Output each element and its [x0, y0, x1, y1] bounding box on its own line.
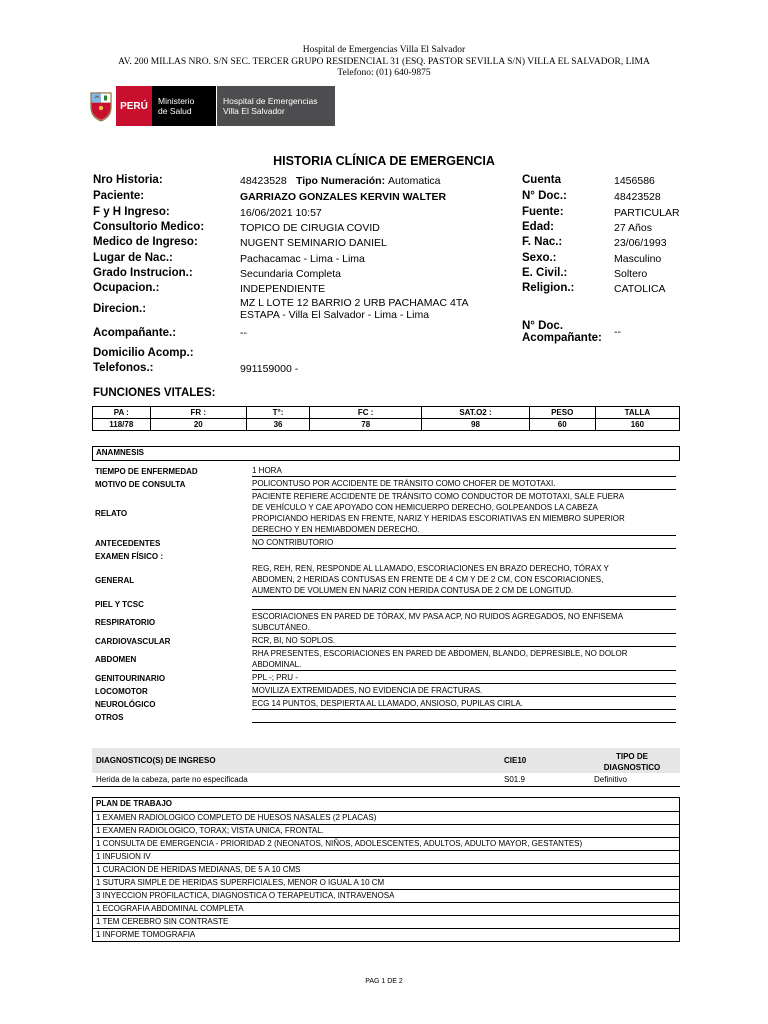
- anamnesis-row: [92, 598, 680, 611]
- plan-item: 1 ECOGRAFIA ABDOMINAL COMPLETA: [92, 903, 680, 916]
- anamnesis-value-line: PACIENTE REFIERE ACCIDENTE DE TRÁNSITO COMO CONDUCTOR DE MOTOTAXI, SALE FUERA: [252, 492, 625, 501]
- direccion-label: Direcion.:: [93, 303, 147, 315]
- diagnosis-header: [92, 748, 680, 773]
- anamnesis-key: PIEL Y TCSC: [95, 600, 144, 609]
- plan-item: 1 EXAMEN RADIOLOGICO, TORAX; VISTA UNICA, FRONTAL.: [92, 825, 680, 838]
- vitals-header: SAT.O2 :: [422, 407, 529, 419]
- ministry-label: Ministerio de Salud: [152, 86, 216, 126]
- lugar-nac-label: Lugar de Nac.:: [93, 252, 173, 264]
- page-title: HISTORIA CLÍNICA DE EMERGENCIA: [273, 154, 495, 168]
- anamnesis-key: MOTIVO DE CONSULTA: [95, 480, 186, 489]
- anamnesis-key: OTROS: [95, 713, 124, 722]
- vitals-value: 20: [150, 419, 246, 431]
- hospital-phone: Telefono: (01) 640-9875: [337, 68, 431, 78]
- ingreso-label: F y H Ingreso:: [93, 206, 170, 218]
- fnac-value: 23/06/1993: [614, 237, 667, 249]
- edad-value: 27 Años: [614, 222, 652, 234]
- anamnesis-value: [252, 465, 676, 477]
- tipo-numeracion-value: Automatica: [388, 175, 441, 187]
- fuente-value: PARTICULAR: [614, 207, 680, 219]
- plan-item: 3 INYECCION PROFILACTICA, DIAGNOSTICA O TERAPEUTICA, INTRAVENOSA: [92, 890, 680, 903]
- anamnesis-value: [252, 537, 676, 549]
- anamnesis-value: [252, 711, 676, 723]
- telefonos-value: 991159000 -: [240, 363, 299, 375]
- anamnesis-key: NEUROLÓGICO: [95, 700, 156, 709]
- ndoc-acomp-value: --: [614, 326, 621, 338]
- sexo-label: Sexo.:: [522, 252, 557, 264]
- anamnesis-value-line: RHA PRESENTES, ESCORIACIONES EN PARED DE ABDOMEN, BLANDO, DEPRESIBLE, NO DOLOR: [252, 649, 628, 658]
- anamnesis-value: [252, 635, 676, 647]
- plan-item: 1 CONSULTA DE EMERGENCIA - PRIORIDAD 2 (NEONATOS, NIÑOS, ADOLESCENTES, ADULTOS, ADULTO MAYOR, GESTANTES): [92, 838, 680, 851]
- anamnesis-value: [252, 685, 676, 697]
- ocupacion-value: INDEPENDIENTE: [240, 283, 326, 295]
- cie10-value: S01.9: [504, 775, 525, 784]
- anamnesis-value-line: POLICONTUSO POR ACCIDENTE DE TRÁNSITO COMO CHOFER DE MOTOTAXI.: [252, 479, 556, 488]
- anamnesis-value-line: REG, REH, REN, RESPONDE AL LLAMADO, ESCORIACIONES EN BRAZO DERECHO, TÓRAX Y: [252, 564, 609, 573]
- anamnesis-value-line: ESCORIACIONES EN PARED DE TÓRAX, MV PASA ACP, NO RUIDOS AGREGADOS, NO ENFISEMA: [252, 612, 624, 621]
- acompanante-value: --: [240, 327, 247, 339]
- lugar-nac-value: Pachacamac - Lima - Lima: [240, 253, 365, 265]
- ndoc-acomp-label-1: N° Doc.: [522, 320, 564, 332]
- vitals-value: 60: [529, 419, 595, 431]
- vitals-header-row: [93, 407, 680, 419]
- anamnesis-value-line: NO CONTRIBUTORIO: [252, 538, 334, 547]
- grado-value: Secundaria Completa: [240, 268, 341, 280]
- grado-label: Grado Instrucion.:: [93, 267, 193, 279]
- coat-of-arms-icon: [86, 86, 116, 126]
- medico-value: NUGENT SEMINARIO DANIEL: [240, 237, 387, 249]
- anamnesis-key: EXAMEN FÍSICO :: [95, 552, 164, 561]
- nro-historia-value: 48423528: [240, 175, 287, 187]
- vitals-value: 160: [595, 419, 679, 431]
- anamnesis-key: TIEMPO DE ENFERMEDAD: [95, 467, 198, 476]
- medico-label: Medico de Ingreso:: [93, 236, 198, 248]
- anamnesis-key: GENITOURINARIO: [95, 674, 166, 683]
- anamnesis-key: LOCOMOTOR: [95, 687, 148, 696]
- consultorio-value: TOPICO DE CIRUGIA COVID: [240, 222, 380, 234]
- anamnesis-row: [92, 563, 680, 598]
- nro-historia-label: Nro Historia:: [93, 174, 163, 186]
- diagnosis-section: [92, 748, 680, 787]
- plan-item: 1 INFORME TOMOGRAFIA: [92, 929, 680, 942]
- dx-col-label: DIAGNOSTICO(S) DE INGRESO: [96, 756, 216, 765]
- ndoc-label: N° Doc.:: [522, 190, 567, 202]
- anamnesis-value: [252, 672, 676, 684]
- vitals-header: FC :: [310, 407, 422, 419]
- anamnesis-key: RESPIRATORIO: [95, 618, 156, 627]
- anamnesis-row: [92, 711, 680, 724]
- ingreso-value: 16/06/2021 10:57: [240, 207, 322, 219]
- page-number: PAG 1 DE 2: [365, 978, 403, 985]
- tipo-dx-value: Definitivo: [594, 775, 627, 784]
- anamnesis-value: [252, 648, 676, 671]
- anamnesis-row: [92, 611, 680, 635]
- cuenta-value: 1456586: [614, 175, 655, 187]
- anamnesis-value: [252, 698, 676, 710]
- vitals-header: PESO: [529, 407, 595, 419]
- anamnesis-row: [92, 478, 680, 491]
- anamnesis-row: [92, 537, 680, 550]
- anamnesis-row: [92, 550, 680, 563]
- domicilio-label: Domicilio Acomp.:: [93, 347, 194, 359]
- anamnesis-row: [92, 685, 680, 698]
- vitals-header: FR :: [150, 407, 246, 419]
- anamnesis-value-line: PPL -; PRU -: [252, 673, 298, 682]
- peru-label: PERÚ: [116, 86, 152, 126]
- cie10-col-label: CIE10: [504, 756, 527, 765]
- plan-item: 1 SUTURA SIMPLE DE HERIDAS SUPERFICIALES, MENOR O IGUAL A 10 CM: [92, 877, 680, 890]
- anamnesis-row: [92, 672, 680, 685]
- ocupacion-label: Ocupacion.:: [93, 282, 160, 294]
- anamnesis-value-line: RCR, BI, NO SOPLOS.: [252, 636, 336, 645]
- anamnesis-rows: [92, 461, 680, 724]
- anamnesis-value-line: SUBCUTÁNEO.: [252, 623, 310, 632]
- anamnesis-section: [92, 446, 680, 724]
- anamnesis-value-line: PROPICIANDO HERIDAS EN FRENTE, NARIZ Y HERIDAS ESCORIATIVAS EN MIEMBRO SUPERIOR: [252, 514, 625, 523]
- paciente-value: GARRIAZO GONZALES KERVIN WALTER: [240, 191, 447, 203]
- anamnesis-value-line: 1 HORA: [252, 466, 282, 475]
- vitals-value: 78: [310, 419, 422, 431]
- anamnesis-value-line: DE VEHÍCULO Y CAE APOYADO CON HEMICUERPO DERECHO, GOLPEANDOS LA CABEZA: [252, 503, 598, 512]
- anamnesis-value-line: ECG 14 PUNTOS, DESPIERTA AL LLAMADO, ANSIOSO, PUPILAS CIRLA.: [252, 699, 523, 708]
- edad-label: Edad:: [522, 221, 554, 233]
- fuente-label: Fuente:: [522, 206, 564, 218]
- vitals-value: 118/78: [93, 419, 151, 431]
- plan-section: [92, 797, 680, 942]
- fnac-label: F. Nac.:: [522, 236, 563, 248]
- hospital-address: AV. 200 MILLAS NRO. S/N SEC. TERCER GRUPO RESIDENCIAL 31 (ESQ. PASTOR SEVILLA S/N) VILLA EL SALVADOR, LIMA: [118, 57, 650, 67]
- anamnesis-value-line: AUMENTO DE VOLUMEN EN NARIZ CON HERIDA CONTUSA DE 2 CM DE LONGITUD.: [252, 586, 574, 595]
- vitals-value: 98: [422, 419, 529, 431]
- anamnesis-row: [92, 698, 680, 711]
- anamnesis-value: [252, 598, 676, 610]
- plan-item: 1 CURACION DE HERIDAS MEDIANAS, DE 5 A 10 CMS: [92, 864, 680, 877]
- anamnesis-row: [92, 465, 680, 478]
- anamnesis-row: [92, 491, 680, 537]
- anamnesis-value-line: DERECHO Y EN HEMIABDOMEN DERECHO.: [252, 525, 420, 534]
- civil-value: Soltero: [614, 268, 648, 280]
- anamnesis-value: [252, 478, 676, 490]
- diagnosis-row: [92, 773, 680, 787]
- religion-label: Religion.:: [522, 282, 575, 294]
- anamnesis-value-line: ABDOMEN, 2 HERIDAS CONTUSAS EN FRENTE DE 4 CM Y DE 2 CM, CON ESCORIACIONES,: [252, 575, 604, 584]
- anamnesis-row: [92, 635, 680, 648]
- plan-item: 1 INFUSION IV: [92, 851, 680, 864]
- telefonos-label: Telefonos.:: [93, 362, 154, 374]
- anamnesis-value-line: ABDOMINAL.: [252, 660, 302, 669]
- anamnesis-key: GENERAL: [95, 576, 135, 585]
- sexo-value: Masculino: [614, 253, 662, 265]
- anamnesis-key: RELATO: [95, 509, 128, 518]
- paciente-label: Paciente:: [93, 190, 145, 202]
- religion-value: CATOLICA: [614, 283, 666, 295]
- tipo-numeracion-label: Tipo Numeración:: [296, 175, 386, 187]
- ndoc-value: 48423528: [614, 191, 661, 203]
- vitals-header: TALLA: [595, 407, 679, 419]
- direccion-line-2: ESTAPA - Villa El Salvador - Lima - Lima: [240, 309, 430, 321]
- hospital-logo-label: Hospital de Emergencias Villa El Salvador: [217, 86, 335, 126]
- vitals-value-row: [93, 419, 680, 431]
- anamnesis-value: [252, 611, 676, 634]
- direccion-line-1: MZ L LOTE 12 BARRIO 2 URB PACHAMAC 4TA: [240, 297, 469, 309]
- anamnesis-value: [252, 563, 676, 597]
- anamnesis-value: [252, 491, 676, 536]
- dx-value: Herida de la cabeza, parte no especificada: [96, 775, 248, 784]
- anamnesis-key: ANTECEDENTES: [95, 539, 161, 548]
- anamnesis-value-line: MOVILIZA EXTREMIDADES, NO EVIDENCIA DE FRACTURAS.: [252, 686, 483, 695]
- hospital-name: Hospital de Emergencias Villa El Salvador: [302, 45, 466, 55]
- anamnesis-value-line: [252, 598, 676, 609]
- vitals-table: [92, 406, 680, 431]
- anamnesis-key: ABDOMEN: [95, 655, 137, 664]
- consultorio-label: Consultorio Medico:: [93, 221, 205, 233]
- vitals-header: T°:: [247, 407, 310, 419]
- plan-heading: PLAN DE TRABAJO: [92, 797, 680, 812]
- tipo-dx-col-label: TIPO DE DIAGNOSTICO: [603, 752, 661, 772]
- plan-item: 1 TEM CEREBRO SIN CONTRASTE: [92, 916, 680, 929]
- anamnesis-row: [92, 648, 680, 672]
- civil-label: E. Civil.:: [522, 267, 568, 279]
- anamnesis-key: CARDIOVASCULAR: [95, 637, 171, 646]
- ndoc-acomp-label-2: Acompañante:: [522, 332, 602, 344]
- minsa-logo: [86, 86, 335, 126]
- plan-item: 1 EXAMEN RADIOLOGICO COMPLETO DE HUESOS NASALES (2 PLACAS): [92, 812, 680, 825]
- acompanante-label: Acompañante.:: [93, 327, 177, 339]
- vitals-heading: FUNCIONES VITALES:: [93, 387, 216, 399]
- anamnesis-value-line: [252, 711, 676, 722]
- vitals-value: 36: [247, 419, 310, 431]
- anamnesis-heading: ANAMNESIS: [92, 446, 680, 461]
- cuenta-label: Cuenta: [522, 174, 561, 186]
- vitals-header: PA :: [93, 407, 151, 419]
